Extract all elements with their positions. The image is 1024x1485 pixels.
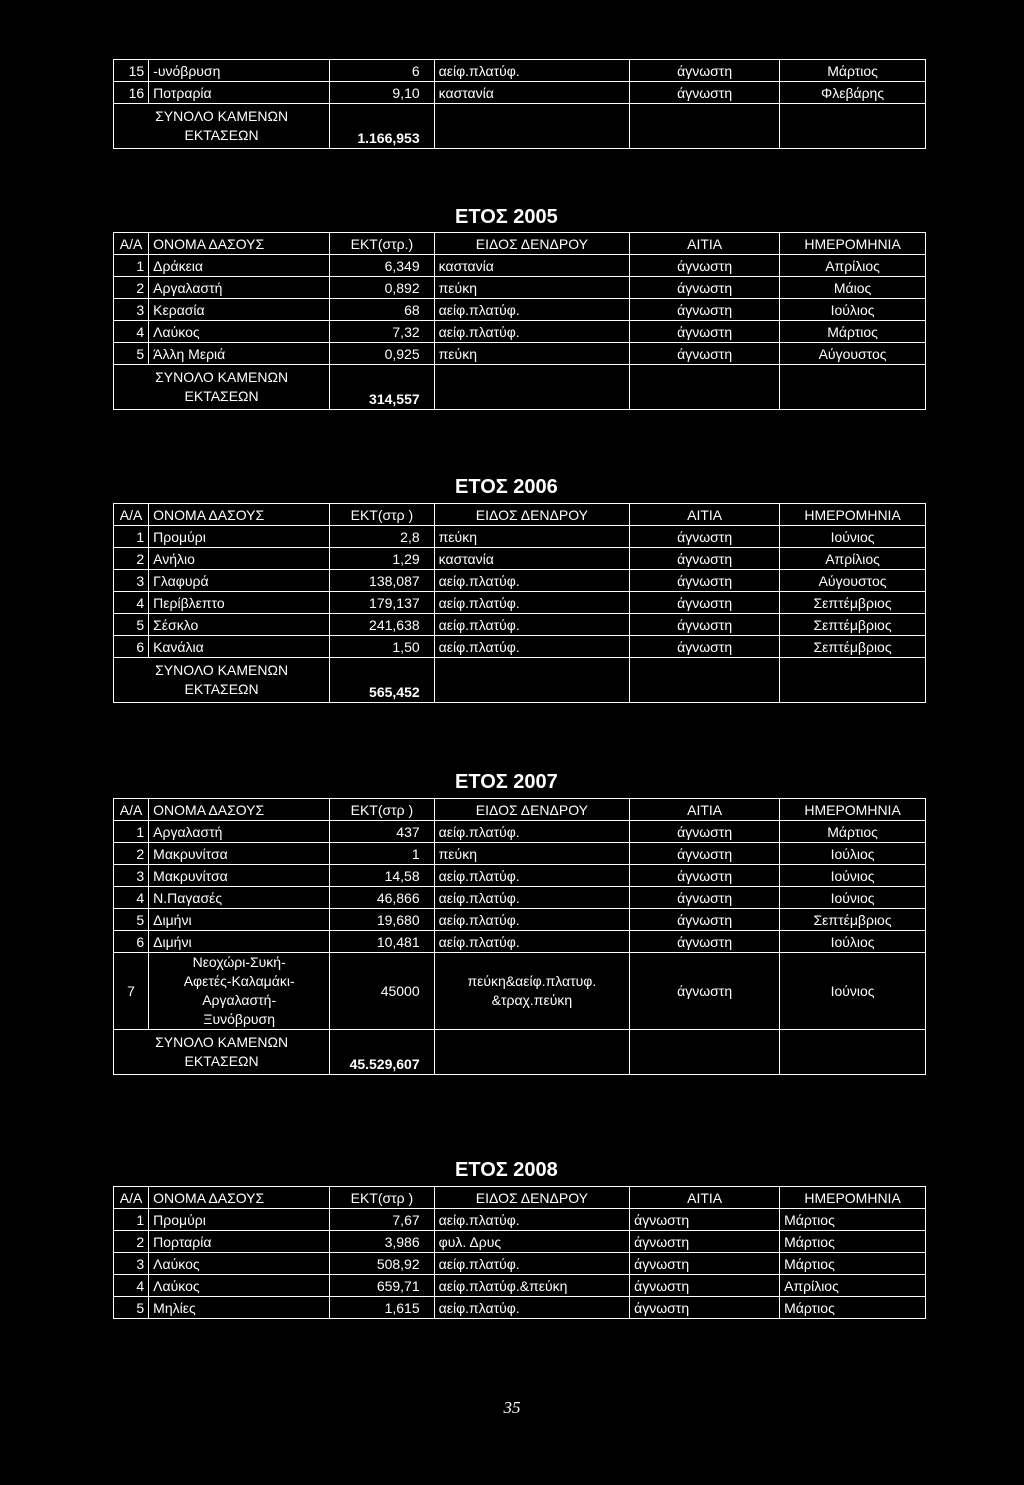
cell-cause: άγνωστη xyxy=(630,953,780,1030)
table-continuation xyxy=(113,59,926,149)
cell-cause: άγνωστη xyxy=(630,1231,780,1253)
year-title-2006: ΕΤΟΣ 2006 xyxy=(455,476,558,498)
table-row xyxy=(114,321,926,343)
cell-tree-type: αείφ.πλατύφ. xyxy=(434,1209,630,1231)
cell-tree-type: καστανία xyxy=(434,82,630,104)
cell-date: Ιούνιος xyxy=(780,526,926,548)
total-value: 565,452 xyxy=(330,658,434,703)
header-cause: ΑΙΤΙΑ xyxy=(630,799,780,821)
empty-cell xyxy=(630,104,780,149)
table-row xyxy=(114,526,926,548)
cell-cause: άγνωστη xyxy=(630,614,780,636)
header-cause: ΑΙΤΙΑ xyxy=(630,504,780,526)
cell-cause: άγνωστη xyxy=(630,277,780,299)
cell-area: 138,087 xyxy=(330,570,434,592)
cell-aa: 2 xyxy=(114,277,149,299)
cell-forest-name: -υνόβρυση xyxy=(149,60,330,82)
cell-date: Απρίλιος xyxy=(780,255,926,277)
table-2008 xyxy=(113,1186,926,1319)
cell-date: Ιούνιος xyxy=(780,953,926,1030)
cell-date: Ιούνιος xyxy=(780,887,926,909)
name-line: Αφετές-Καλαμάκι- xyxy=(183,973,295,989)
cell-area: 508,92 xyxy=(330,1253,434,1275)
cell-tree-type: πεύκη xyxy=(434,343,630,365)
cell-tree-type: αείφ.πλατύφ. xyxy=(434,299,630,321)
cell-area: 68 xyxy=(330,299,434,321)
header-tree-type: ΕΙΔΟΣ ΔΕΝΔΡΟΥ xyxy=(434,799,630,821)
cell-aa: 5 xyxy=(114,343,149,365)
header-date: ΗΜΕΡΟΜΗΝΙΑ xyxy=(780,799,926,821)
cell-tree-type: καστανία xyxy=(434,548,630,570)
total-label-line1: ΣΥΝΟΛΟ ΚΑΜΕΝΩΝ xyxy=(155,662,289,678)
table-header xyxy=(114,1187,926,1209)
cell-cause: άγνωστη xyxy=(630,1253,780,1275)
cell-cause: άγνωστη xyxy=(630,343,780,365)
cell-date: Αύγουστος xyxy=(780,343,926,365)
cell-cause: άγνωστη xyxy=(630,548,780,570)
year-title-2005: ΕΤΟΣ 2005 xyxy=(455,206,558,228)
table-row-multiline xyxy=(114,953,926,1030)
cell-tree-type: αείφ.πλατύφ.&πεύκη xyxy=(434,1275,630,1297)
header-forest-name: ΟΝΟΜΑ ΔΑΣΟΥΣ xyxy=(149,799,330,821)
cell-tree-type: αείφ.πλατύφ. xyxy=(434,592,630,614)
cell-forest-name: Περίβλεπτο xyxy=(149,592,330,614)
cell-cause: άγνωστη xyxy=(630,821,780,843)
cell-tree-type: αείφ.πλατύφ. xyxy=(434,909,630,931)
cell-cause: άγνωστη xyxy=(630,299,780,321)
cell-area: 7,32 xyxy=(330,321,434,343)
cell-aa: 4 xyxy=(114,321,149,343)
cell-aa: 3 xyxy=(114,299,149,321)
header-area: ΕΚΤ(στρ.) xyxy=(330,233,434,255)
cell-cause: άγνωστη xyxy=(630,887,780,909)
table-row xyxy=(114,909,926,931)
header-cause: ΑΙΤΙΑ xyxy=(630,233,780,255)
table-row xyxy=(114,277,926,299)
cell-date: Μάρτιος xyxy=(780,821,926,843)
cell-area: 241,638 xyxy=(330,614,434,636)
total-row xyxy=(114,365,926,410)
cell-area: 437 xyxy=(330,821,434,843)
total-label xyxy=(114,658,330,703)
cell-date: Μάρτιος xyxy=(780,1209,926,1231)
cell-aa: 7 xyxy=(114,953,149,1030)
cell-cause: άγνωστη xyxy=(630,1275,780,1297)
table-row xyxy=(114,82,926,104)
cell-forest-name: Γλαφυρά xyxy=(149,570,330,592)
empty-cell xyxy=(780,104,926,149)
cell-aa: 1 xyxy=(114,821,149,843)
cell-date: Μάρτιος xyxy=(780,1231,926,1253)
empty-cell xyxy=(630,1030,780,1075)
cell-forest-name: Ανήλιο xyxy=(149,548,330,570)
table-2005 xyxy=(113,232,926,410)
cell-forest-name: Διμήνι xyxy=(149,909,330,931)
name-line: Ξυνόβρυση xyxy=(203,1011,275,1027)
cell-aa: 16 xyxy=(114,82,149,104)
cell-aa: 3 xyxy=(114,865,149,887)
cell-aa: 5 xyxy=(114,614,149,636)
table-row xyxy=(114,592,926,614)
cell-tree-type: αείφ.πλατύφ. xyxy=(434,1297,630,1319)
table-header xyxy=(114,799,926,821)
cell-tree-type: αείφ.πλατύφ. xyxy=(434,931,630,953)
cell-cause: άγνωστη xyxy=(630,570,780,592)
table-row xyxy=(114,60,926,82)
cell-aa: 3 xyxy=(114,1253,149,1275)
cell-area: 1 xyxy=(330,843,434,865)
cell-date: Μάιος xyxy=(780,277,926,299)
cell-tree-type: αείφ.πλατύφ. xyxy=(434,60,630,82)
total-row xyxy=(114,104,926,149)
table-row xyxy=(114,570,926,592)
header-tree-type: ΕΙΔΟΣ ΔΕΝΔΡΟΥ xyxy=(434,504,630,526)
header-aa: Α/Α xyxy=(114,799,149,821)
total-label-line1: ΣΥΝΟΛΟ ΚΑΜΕΝΩΝ xyxy=(155,369,289,385)
header-cause: ΑΙΤΙΑ xyxy=(630,1187,780,1209)
cell-tree-type: πεύκη xyxy=(434,277,630,299)
table-row xyxy=(114,1297,926,1319)
empty-cell xyxy=(630,658,780,703)
header-date: ΗΜΕΡΟΜΗΝΙΑ xyxy=(780,504,926,526)
cell-forest-name: Αργαλαστή xyxy=(149,277,330,299)
cell-forest-name: Μακρυνίτσα xyxy=(149,843,330,865)
cell-tree-type: αείφ.πλατύφ. xyxy=(434,865,630,887)
total-label xyxy=(114,104,330,149)
cell-tree-type: αείφ.πλατύφ. xyxy=(434,636,630,658)
table-row xyxy=(114,821,926,843)
cell-forest-name: Δράκεια xyxy=(149,255,330,277)
cell-area: 6 xyxy=(330,60,434,82)
cell-area: 19,680 xyxy=(330,909,434,931)
cell-aa: 2 xyxy=(114,1231,149,1253)
empty-cell xyxy=(780,365,926,410)
total-row xyxy=(114,1030,926,1075)
cell-area: 179,137 xyxy=(330,592,434,614)
year-title-2008: ΕΤΟΣ 2008 xyxy=(455,1159,558,1181)
total-label-line1: ΣΥΝΟΛΟ ΚΑΜΕΝΩΝ xyxy=(155,108,289,124)
cell-area: 1,615 xyxy=(330,1297,434,1319)
table-2006 xyxy=(113,503,926,703)
cell-cause: άγνωστη xyxy=(630,526,780,548)
cell-cause: άγνωστη xyxy=(630,865,780,887)
cell-cause: άγνωστη xyxy=(630,636,780,658)
cell-cause: άγνωστη xyxy=(630,321,780,343)
cell-tree-type: αείφ.πλατύφ. xyxy=(434,570,630,592)
header-area: ΕΚΤ(στρ ) xyxy=(330,799,434,821)
cell-cause: άγνωστη xyxy=(630,592,780,614)
cell-date: Σεπτέμβριος xyxy=(780,592,926,614)
header-tree-type: ΕΙΔΟΣ ΔΕΝΔΡΟΥ xyxy=(434,233,630,255)
table-header xyxy=(114,233,926,255)
table-row xyxy=(114,343,926,365)
cell-tree-type: αείφ.πλατύφ. xyxy=(434,1253,630,1275)
table-row xyxy=(114,636,926,658)
total-value: 1.166,953 xyxy=(330,104,434,149)
cell-date: Φλεβάρης xyxy=(780,82,926,104)
total-label-line2: ΕΚΤΑΣΕΩΝ xyxy=(184,1053,259,1069)
header-aa: Α/Α xyxy=(114,1187,149,1209)
cell-aa: 1 xyxy=(114,1209,149,1231)
cell-aa: 1 xyxy=(114,526,149,548)
cell-date: Σεπτέμβριος xyxy=(780,636,926,658)
cell-forest-name: Λαύκος xyxy=(149,321,330,343)
table-header xyxy=(114,504,926,526)
cell-forest-name-multiline xyxy=(149,953,330,1030)
cell-area: 10,481 xyxy=(330,931,434,953)
cell-date: Απρίλιος xyxy=(780,1275,926,1297)
header-forest-name: ΟΝΟΜΑ ΔΑΣΟΥΣ xyxy=(149,504,330,526)
total-value: 314,557 xyxy=(330,365,434,410)
cell-area: 46,866 xyxy=(330,887,434,909)
cell-area: 3,986 xyxy=(330,1231,434,1253)
empty-cell xyxy=(780,658,926,703)
cell-date: Ιούλιος xyxy=(780,843,926,865)
cell-forest-name: Ν.Παγασές xyxy=(149,887,330,909)
cell-forest-name: Προμύρι xyxy=(149,526,330,548)
table-row xyxy=(114,614,926,636)
cell-cause: άγνωστη xyxy=(630,60,780,82)
cell-tree-type: αείφ.πλατύφ. xyxy=(434,614,630,636)
cell-cause: άγνωστη xyxy=(630,255,780,277)
header-forest-name: ΟΝΟΜΑ ΔΑΣΟΥΣ xyxy=(149,1187,330,1209)
cell-tree-type: πεύκη xyxy=(434,526,630,548)
cell-tree-type: αείφ.πλατύφ. xyxy=(434,321,630,343)
empty-cell xyxy=(434,104,630,149)
cell-cause: άγνωστη xyxy=(630,843,780,865)
cell-area: 1,29 xyxy=(330,548,434,570)
total-label-line2: ΕΚΤΑΣΕΩΝ xyxy=(184,388,259,404)
table-row xyxy=(114,887,926,909)
tree-line: πεύκη&αείφ.πλατυφ. xyxy=(467,973,597,989)
cell-aa: 2 xyxy=(114,548,149,570)
cell-date: Σεπτέμβριος xyxy=(780,614,926,636)
cell-area: 0,892 xyxy=(330,277,434,299)
empty-cell xyxy=(434,1030,630,1075)
total-label-line2: ΕΚΤΑΣΕΩΝ xyxy=(184,127,259,143)
header-area: ΕΚΤ(στρ ) xyxy=(330,504,434,526)
cell-area: 9,10 xyxy=(330,82,434,104)
header-aa: Α/Α xyxy=(114,233,149,255)
header-area: ΕΚΤ(στρ ) xyxy=(330,1187,434,1209)
name-line: Νεοχώρι-Συκή- xyxy=(192,954,286,970)
table-row xyxy=(114,931,926,953)
total-label xyxy=(114,365,330,410)
cell-forest-name: Πορταρία xyxy=(149,1231,330,1253)
cell-aa: 4 xyxy=(114,1275,149,1297)
header-tree-type: ΕΙΔΟΣ ΔΕΝΔΡΟΥ xyxy=(434,1187,630,1209)
page-number: 35 xyxy=(503,1398,521,1417)
empty-cell xyxy=(780,1030,926,1075)
cell-cause: άγνωστη xyxy=(630,1209,780,1231)
cell-forest-name: Μακρυνίτσα xyxy=(149,865,330,887)
total-row xyxy=(114,658,926,703)
cell-forest-name: Άλλη Μεριά xyxy=(149,343,330,365)
header-date: ΗΜΕΡΟΜΗΝΙΑ xyxy=(780,233,926,255)
cell-cause: άγνωστη xyxy=(630,1297,780,1319)
cell-date: Μάρτιος xyxy=(780,60,926,82)
table-row xyxy=(114,1275,926,1297)
empty-cell xyxy=(630,365,780,410)
cell-area: 1,50 xyxy=(330,636,434,658)
cell-aa: 4 xyxy=(114,887,149,909)
cell-area: 659,71 xyxy=(330,1275,434,1297)
total-label-line2: ΕΚΤΑΣΕΩΝ xyxy=(184,681,259,697)
cell-date: Μάρτιος xyxy=(780,1297,926,1319)
name-line: Αργαλαστή- xyxy=(202,992,277,1008)
cell-date: Μάρτιος xyxy=(780,321,926,343)
cell-area: 45000 xyxy=(330,953,434,1030)
cell-tree-type-multiline xyxy=(434,953,630,1030)
cell-date: Ιούνιος xyxy=(780,865,926,887)
cell-cause: άγνωστη xyxy=(630,909,780,931)
cell-aa: 5 xyxy=(114,909,149,931)
cell-tree-type: αείφ.πλατύφ. xyxy=(434,821,630,843)
cell-forest-name: Κανάλια xyxy=(149,636,330,658)
cell-tree-type: καστανία xyxy=(434,255,630,277)
tree-line: &τραχ.πεύκη xyxy=(491,992,573,1008)
cell-area: 2,8 xyxy=(330,526,434,548)
cell-area: 7,67 xyxy=(330,1209,434,1231)
cell-aa: 2 xyxy=(114,843,149,865)
table-row xyxy=(114,865,926,887)
table-row xyxy=(114,843,926,865)
table-row xyxy=(114,548,926,570)
empty-cell xyxy=(434,658,630,703)
cell-date: Απρίλιος xyxy=(780,548,926,570)
cell-area: 6,349 xyxy=(330,255,434,277)
cell-aa: 5 xyxy=(114,1297,149,1319)
cell-forest-name: Λαύκος xyxy=(149,1253,330,1275)
cell-aa: 6 xyxy=(114,931,149,953)
table-row xyxy=(114,1253,926,1275)
cell-date: Ιούλιος xyxy=(780,299,926,321)
cell-date: Μάρτιος xyxy=(780,1253,926,1275)
total-label-line1: ΣΥΝΟΛΟ ΚΑΜΕΝΩΝ xyxy=(155,1034,289,1050)
cell-forest-name: Κερασία xyxy=(149,299,330,321)
cell-cause: άγνωστη xyxy=(630,82,780,104)
cell-date: Σεπτέμβριος xyxy=(780,909,926,931)
cell-aa: 1 xyxy=(114,255,149,277)
cell-area: 14,58 xyxy=(330,865,434,887)
cell-forest-name: Μηλίες xyxy=(149,1297,330,1319)
header-forest-name: ΟΝΟΜΑ ΔΑΣΟΥΣ xyxy=(149,233,330,255)
cell-tree-type: φυλ. Δρυς xyxy=(434,1231,630,1253)
total-label xyxy=(114,1030,330,1075)
table-row xyxy=(114,1231,926,1253)
empty-cell xyxy=(434,365,630,410)
table-row xyxy=(114,299,926,321)
total-value: 45.529,607 xyxy=(330,1030,434,1075)
cell-aa: 3 xyxy=(114,570,149,592)
cell-forest-name: Αργαλαστή xyxy=(149,821,330,843)
cell-cause: άγνωστη xyxy=(630,931,780,953)
cell-forest-name: Διμήνι xyxy=(149,931,330,953)
cell-tree-type: πεύκη xyxy=(434,843,630,865)
cell-aa: 6 xyxy=(114,636,149,658)
table-2007 xyxy=(113,798,926,1075)
cell-aa: 4 xyxy=(114,592,149,614)
header-aa: Α/Α xyxy=(114,504,149,526)
cell-date: Αύγουστος xyxy=(780,570,926,592)
table-row xyxy=(114,255,926,277)
cell-forest-name: Λαύκος xyxy=(149,1275,330,1297)
cell-aa: 15 xyxy=(114,60,149,82)
table-row xyxy=(114,1209,926,1231)
cell-forest-name: Προμύρι xyxy=(149,1209,330,1231)
year-title-2007: ΕΤΟΣ 2007 xyxy=(455,771,558,793)
cell-date: Ιούλιος xyxy=(780,931,926,953)
cell-forest-name: Ποτραρία xyxy=(149,82,330,104)
cell-forest-name: Σέσκλο xyxy=(149,614,330,636)
header-date: ΗΜΕΡΟΜΗΝΙΑ xyxy=(780,1187,926,1209)
cell-area: 0,925 xyxy=(330,343,434,365)
cell-tree-type: αείφ.πλατύφ. xyxy=(434,887,630,909)
